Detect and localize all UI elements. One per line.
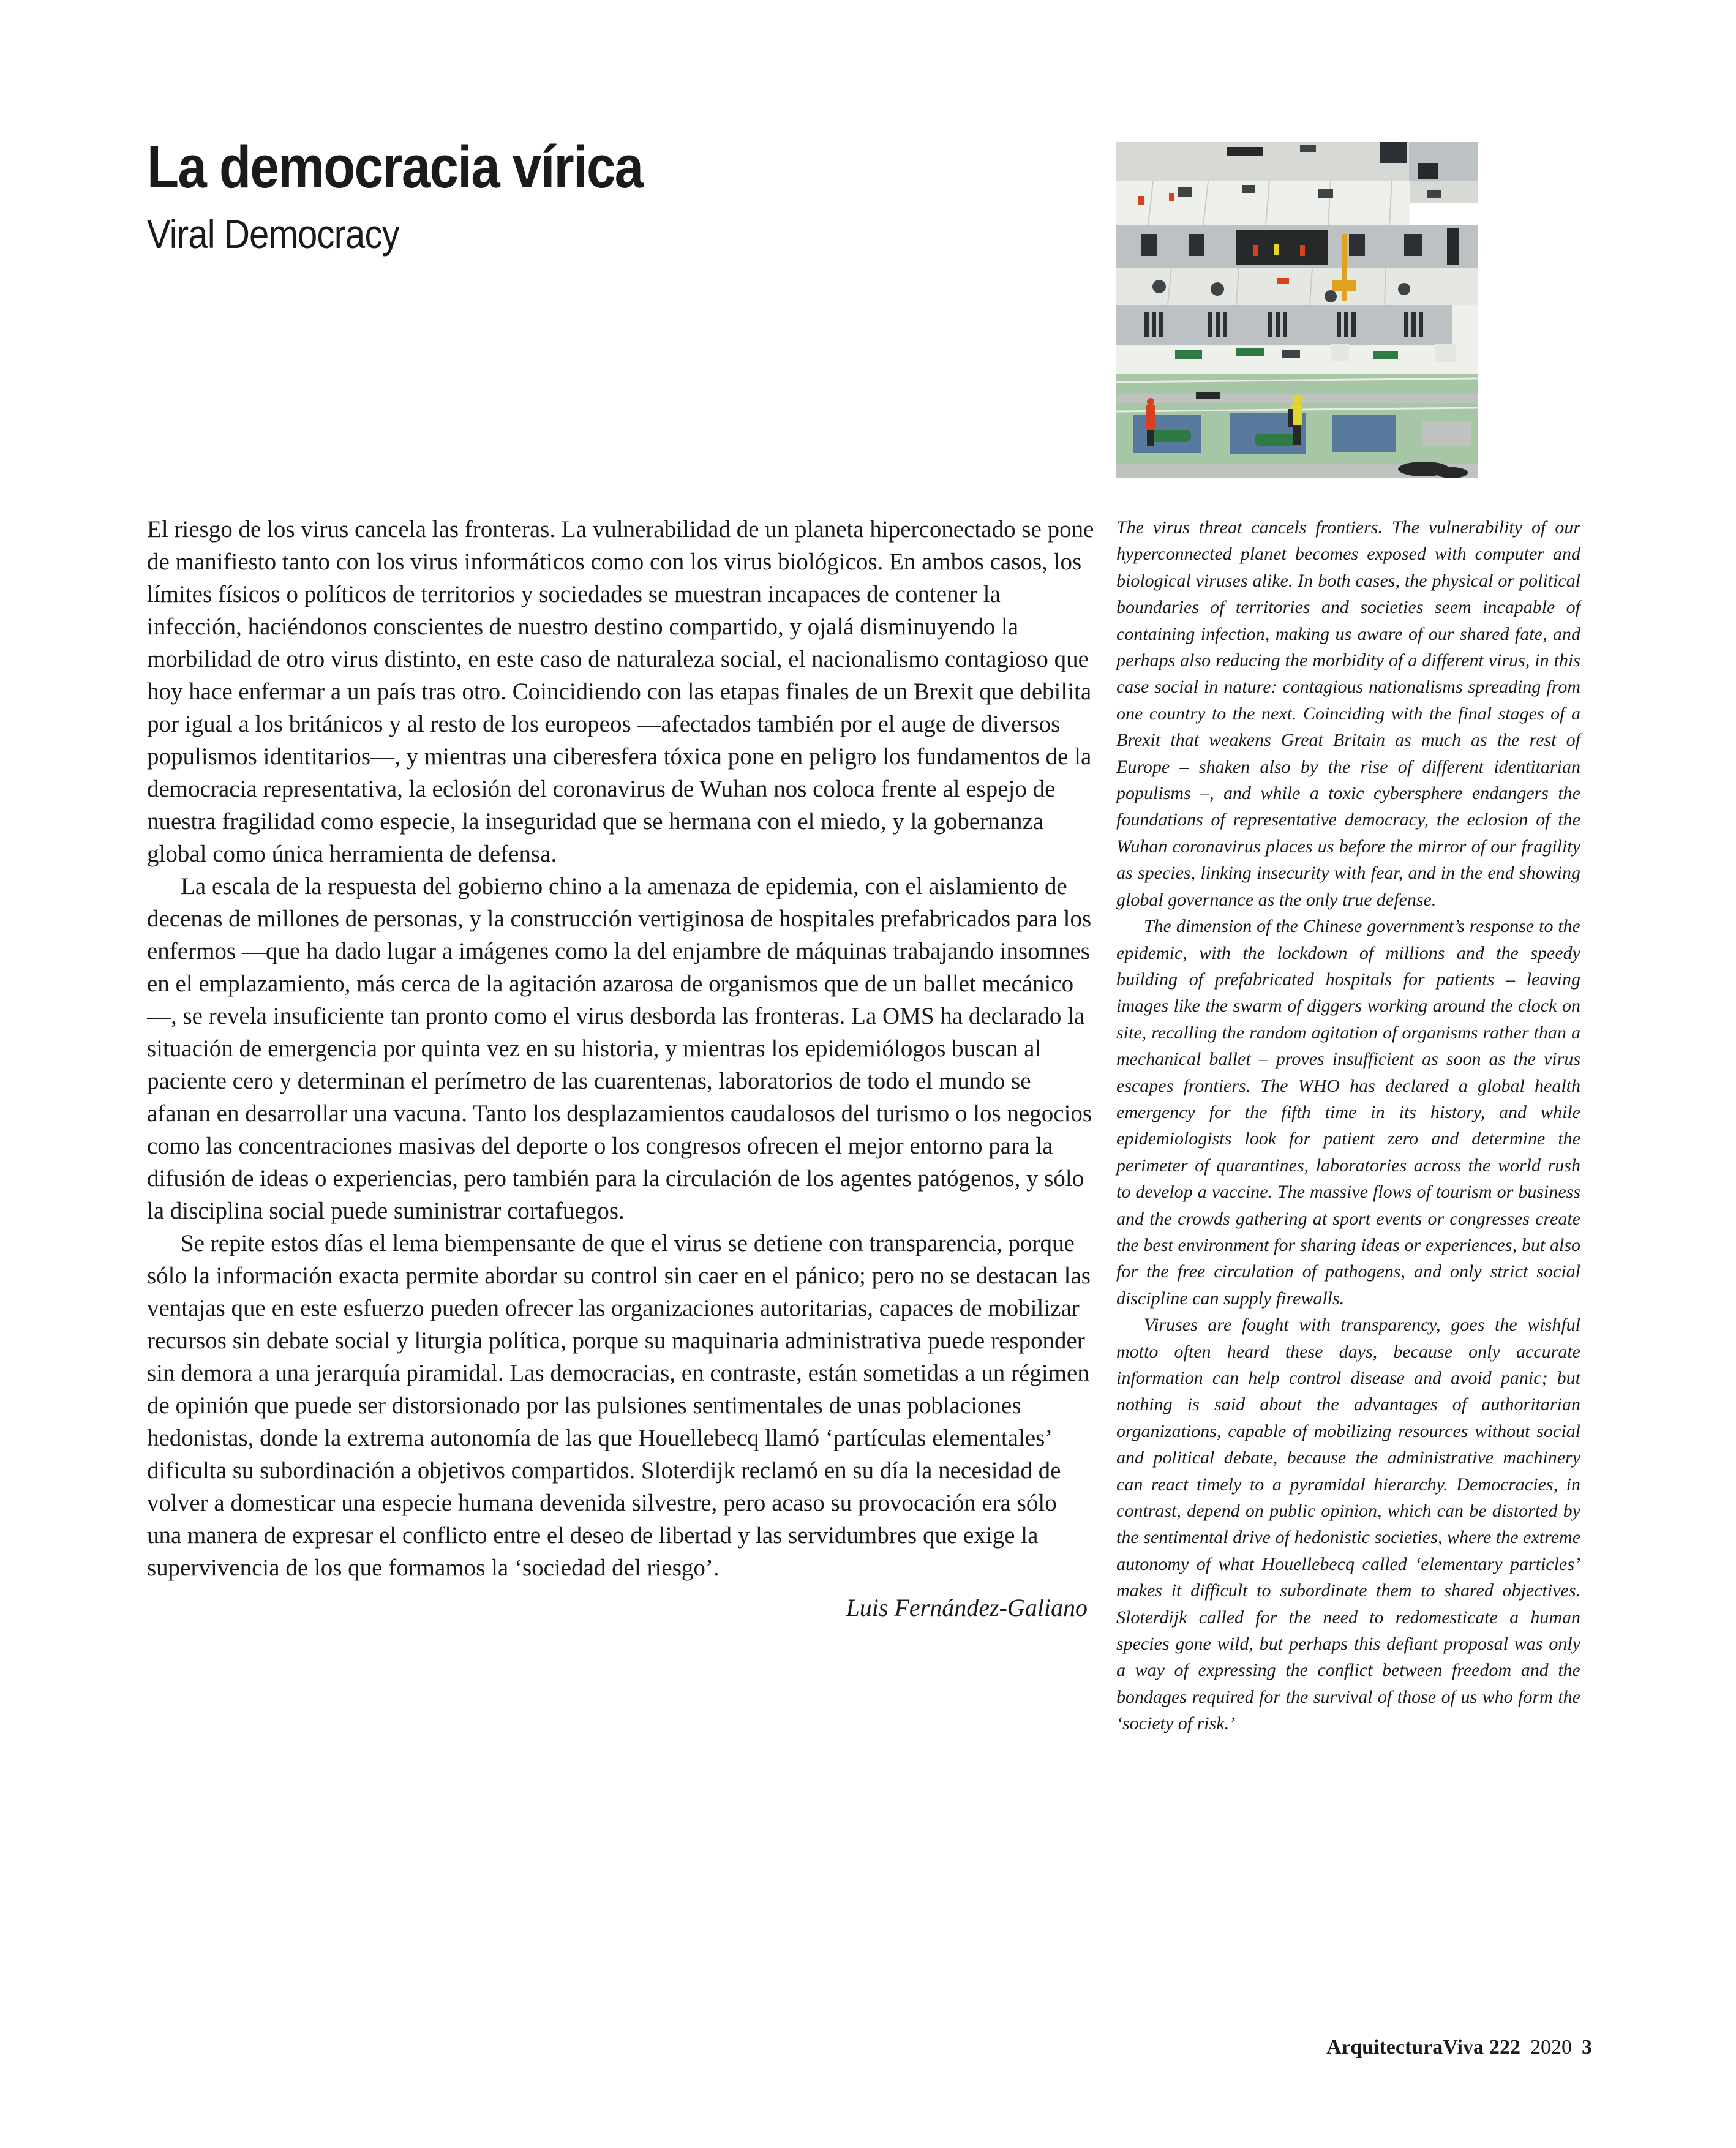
english-paragraph: Viruses are fought with transparency, goes the wishful motto often heard these days, because only accurate information can help control disease and avoid panic; but nothing is said about the advantages of authoritarian organizations, capable of mobilizing resources without social and political debate, because the administrative machinery can react timely to a pyramidal hierarchy. Democracies, in contrast, depend on public opinion, which can be distorted by the sentimental drive of hedonistic societies, where the extreme autonomy of what Houellebecq called ‘elementary particles’ makes it difficult to subordinate them to shared objectives. Sloterdijk called for the need to redomesticate a human species gone wild, but perhaps this defiant proposal was only a way of expressing the conflict between freedom and the bondages required for the survival of those of us who form the ‘society of risk.’ xyxy=(1116,1315,1580,1734)
page-title: La democracia vírica xyxy=(147,133,643,200)
page-subtitle: Viral Democracy xyxy=(147,211,399,257)
page-number: 3 xyxy=(1582,2036,1592,2059)
spanish-article-column xyxy=(147,513,1095,1624)
article-photo xyxy=(1116,142,1478,478)
magazine-name: ArquitecturaViva xyxy=(1326,2036,1484,2059)
issue-number: 222 xyxy=(1489,2036,1520,2059)
author-signature: Luis Fernández-Galiano xyxy=(846,1594,1088,1621)
issue-year: 2020 xyxy=(1530,2036,1572,2059)
english-paragraph: The virus threat cancels frontiers. The vulnerability of our hyperconnected planet becomes exposed with computer and biological viruses alike. In both cases, the physical or political boundaries of territories and societies seem incapable of containing infection, making us aware of our shared fate, and perhaps also reducing the morbidity of a different virus, in this case social in nature: contagious nationalisms spreading from one country to the next. Coinciding with the final stages of a Brexit that weakens Great Britain as much as the rest of Europe – shaken also by the rise of different identitarian populisms –, and while a toxic cybersphere endangers the foundations of representative democracy, the eclosion of the Wuhan coronavirus places us before the mirror of our fragility as species, linking insecurity with fear, and in the end showing global governance as the only true defense. xyxy=(1116,517,1580,910)
spanish-paragraph: La escala de la respuesta del gobierno chino a la amenaza de epidemia, con el aislamiento de decenas de millones de personas, y la construcción vertiginosa de hospitales prefabricados para los enfermos —que ha dado lugar a imágenes como la del enjambre de máquinas trabajando insomnes en el emplazamiento, más cerca de la agitación azarosa de organismos que de un ballet mecánico—, se revela insuficiente tan pronto como el virus desborda las fronteras. La OMS ha declarado la situación de emergencia por quinta vez en su historia, y mientras los epidemiólogos buscan al paciente cero y determinan el perímetro de las cuarentenas, laboratorios de todo el mundo se afanan en desarrollar una vacuna. Tanto los desplazamientos caudalosos del turismo o los negocios como las concentraciones masivas del deporte o los congresos ofrecen el mejor entorno para la difusión de ideas o experiencias, pero también para la circulación de los agentes patógenos, y sólo la disciplina social puede suministrar cortafuegos. xyxy=(147,873,1092,1224)
construction-site-illustration xyxy=(1116,142,1478,478)
english-translation-column xyxy=(1116,514,1580,1737)
spanish-paragraph: El riesgo de los virus cancela las fronteras. La vulnerabilidad de un planeta hiperconectado se pone de manifiesto tanto con los virus informáticos como con los virus biológicos. En ambos casos, los límites físicos o políticos de territorios y sociedades se muestran incapaces de contener la infección, haciéndonos conscientes de nuestro destino compartido, y ojalá disminuyendo la morbilidad de otro virus distinto, en este caso de naturaleza social, el nacionalismo contagioso que hoy hace enfermar a un país tras otro. Coincidiendo con las etapas finales de un Brexit que debilita por igual a los británicos y al resto de los europeos —afectados también por el auge de diversos populismos identitarios—, y mientras una ciberesfera tóxica pone en peligro los fundamentos de la democracia representativa, la eclosión del coronavirus de Wuhan nos coloca frente al espejo de nuestra fragilidad como especie, la inseguridad que se hermana con el miedo, y la gobernanza global como única herramienta de defensa. xyxy=(147,516,1094,867)
spanish-paragraph: Se repite estos días el lema biempensante de que el virus se detiene con transparencia, porque sólo la información exacta permite abordar su control sin caer en el pánico; pero no se destacan las ventajas que en este esfuerzo pueden ofrecer las organizaciones autoritarias, capaces de mobilizar recursos sin debate social y liturgia política, porque su maquinaria administrativa puede responder sin demora a una jerarquía piramidal. Las democracias, en contraste, están sometidas a un régimen de opinión que puede ser distorsionado por las pulsiones sentimentales de unas poblaciones hedonistas, donde la extrema autonomía de las que Houellebecq llamó ‘partículas elementales’ dificulta su subordinación a objetivos compartidos. Sloterdijk reclamó en su día la necesidad de volver a domesticar una especie humana devenida silvestre, pero acaso su provocación era sólo una manera de expresar el conflicto entre el deseo de libertad y las servidumbres que exige la supervivencia de los que formamos la ‘sociedad del riesgo’. xyxy=(147,1230,1091,1581)
page-footer xyxy=(1116,2035,1592,2060)
english-paragraph: The dimension of the Chinese government’s response to the epidemic, with the lockdown of millions and the speedy building of prefabricated hospitals for patients – leaving images like the swarm of diggers working around the clock on site, recalling the random agitation of organisms rather than a mechanical ballet – proves insufficient as soon as the virus escapes frontiers. The WHO has declared a global health emergency for the fifth time in its history, and while epidemiologists look for patient zero and determine the perimeter of quarantines, laboratories across the world rush to develop a vaccine. The massive flows of tourism or business and the crowds gathering at sport events or congresses create the best environment for sharing ideas or experiences, but also for the free circulation of pathogens, and only strict social discipline can supply firewalls. xyxy=(1116,916,1580,1309)
